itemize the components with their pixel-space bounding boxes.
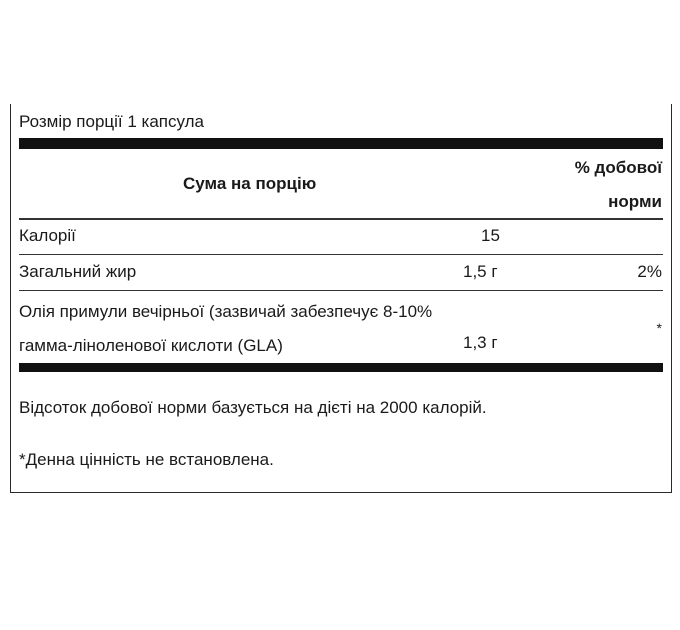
- nutrient-dv: 2%: [637, 262, 662, 281]
- row-divider: [19, 254, 663, 255]
- supplement-facts-panel: [10, 104, 672, 493]
- nutrient-amount: 1,5 г: [463, 262, 498, 281]
- thick-divider-bottom: [19, 363, 663, 372]
- nutrient-name-line2: гамма-ліноленової кислоти (GLA): [19, 336, 283, 355]
- thick-divider-top: [19, 138, 663, 149]
- nutrient-amount: 15: [481, 226, 500, 245]
- row-divider: [19, 290, 663, 291]
- header-divider: [19, 218, 663, 220]
- nutrient-dv: *: [656, 320, 662, 336]
- dv-header-line2: норми: [608, 192, 662, 211]
- nutrient-name: Калорії: [19, 226, 76, 245]
- amount-per-serving-header: Сума на порцію: [183, 174, 317, 193]
- nutrient-amount: 1,3 г: [463, 333, 498, 352]
- not-established-footnote: *Денна цінність не встановлена.: [19, 450, 274, 469]
- nutrient-name-line1: Олія примули вечірньої (зазвичай забезпечує 8-10%: [19, 302, 433, 321]
- dv-header-line1: % добової: [574, 158, 662, 177]
- nutrient-name: Загальний жир: [19, 262, 137, 281]
- serving-size-text: Розмір порції 1 капсула: [19, 112, 205, 131]
- daily-value-footnote: Відсоток добової норми базується на дієті на 2000 калорій.: [19, 398, 487, 417]
